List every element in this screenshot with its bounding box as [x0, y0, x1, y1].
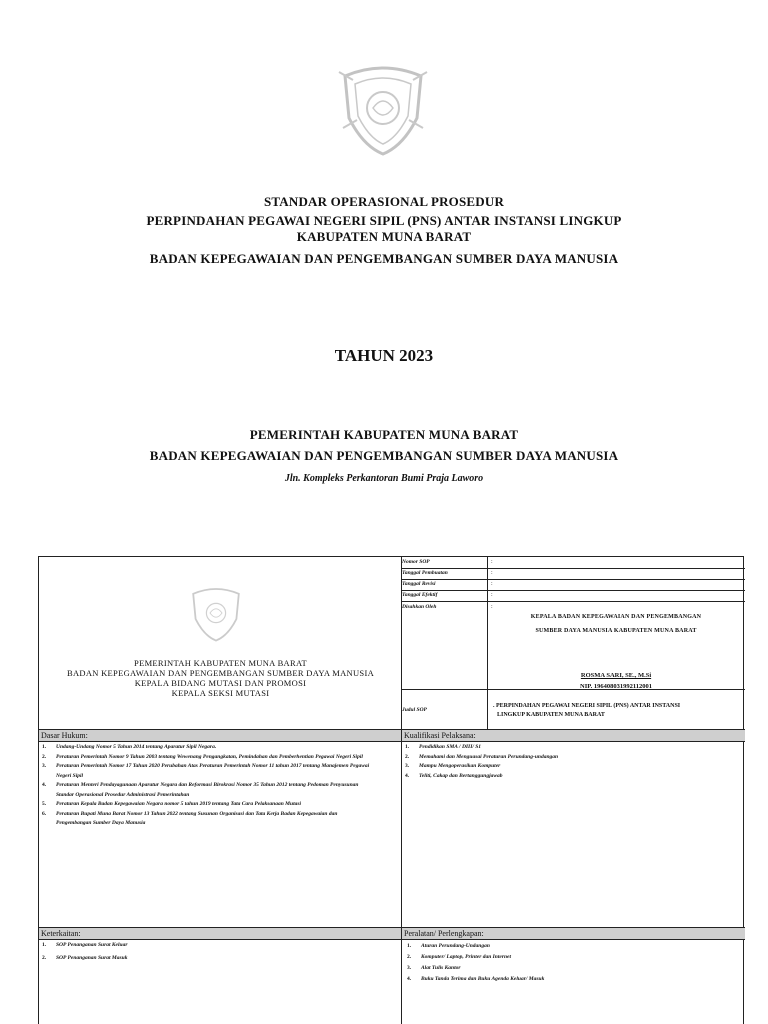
sop-subtitle-line2: KABUPATEN MUNA BARAT	[296, 229, 472, 244]
list-item: 6. Peraturan Bupati Muna Barat Nomor 13 Tahun 2022 tentang Susunan Organisasi dan Tata Kerja Badan Kepegawaian dan Pengembangan Sumber Daya Manusia	[42, 810, 338, 826]
sop-subtitle-line1: PERPINDAHAN PEGAWAI NEGERI SIPIL (PNS) ANTAR INSTANSI LINGKUP	[146, 213, 622, 228]
list-item: 1. Aturan Perundang-Undangan	[407, 943, 490, 949]
meta-judul-label: Judul SOP	[402, 707, 427, 713]
institution-line1: PEMERINTAH KABUPATEN MUNA BARAT	[134, 658, 307, 668]
meta-tanggal-pembuatan-label: Tanggal Pembuatan	[402, 570, 448, 576]
institution-line2: BADAN KEPEGAWAIAN DAN PENGEMBANGAN SUMBER DAYA MANUSIA	[66, 668, 375, 678]
list-item: 1. Pendidikan SMA / DIII/ S1	[405, 744, 482, 750]
dasar-hukum-header: Dasar Hukum:	[39, 730, 401, 741]
office-address: Jln. Kompleks Perkantoran Bumi Praja Laworo	[284, 473, 484, 484]
regency-crest-small-logo	[185, 583, 247, 643]
approver-title-line2: SUMBER DAYA MANUSIA KABUPATEN MUNA BARAT	[535, 628, 697, 634]
list-item: 3. Alat Tulis Kantor	[407, 965, 461, 971]
list-item: 3. Peraturan Pemerintah Nomor 17 Tahun 2020 Perubahan Atas Peraturan Pemerintah Nomor 11 tahun 2017 tentang Manajemen Pegawai Negeri Sipil	[42, 763, 370, 779]
sop-identity-table: PEMERINTAH KABUPATEN MUNA BARAT BADAN KEPEGAWAIAN DAN PENGEMBANGAN SUMBER DAYA MANUSIA KEPALA BIDANG MUTASI DAN PROMOSI KEPALA SEKSI MUTASI Nomor SOP Tanggal Pembuatan Tanggal Revisi Tanggal Efektif Disahkan Oleh Judul SOP : : : : : KEPALA BADAN KEPEGAWAIAN DAN PENGEMBANGAN SUMBER DAYA MANUSIA KABUPATEN MUNA BARAT ROSMA SARI, SE., M.Si NIP. 196408031992112001 . PERPINDAHAN PEGAWAI NEGERI SIPIL (PNS) ANTAR INSTANSI LINGKUP KABUPATEN MUNA BARAT Dasar Hukum: Kualifikasi Pelaksana: 1. Undang-Undang Nomor 5 Tahun 2014 tentang Aparatur Sipil Negara. 2. Peraturan Pemerintah Nomor 9 Tahun 2003 tentang Wewenang Pengangkatan, Pemindahan dan Pemberhentian Pegawai Negeri Sipil 3. Peraturan Pemerintah Nomor 17 Tahun 2020 Perubahan Atas Peraturan Pemerintah Nomor 11 tahun 2017 tentang Manajemen Pegawai Negeri Sipil 4. Peraturan Menteri Pendayagunaan Aparatur Negara dan Reformasi Birokrasi Nomor 35 Tahun 2012 tentang Pedoman Penyusunan Standar Operasional Prosedur Administrasi Pemerintahan 5. Peraturan Kepala Badan Kepegawaian Negara nomor 5 tahun 2019 tentang Tata Cara Pelaksanaan Mutasi 6. Peraturan Bupati Muna Barat Nomor 13 Tahun 2022 tentang Susunan Organisasi dan Tata Kerja Badan Kepegawaian dan Pengembangan Sumber Daya Manusia 1. Pendidikan SMA / DIII/ S1 2. Memahami dan Menguasai Peraturan Perundang-undangan 3. Mampu Mengoperasikan Komputer 4. Teliti, Cakap dan Bertanggungjawab Keterkaitan: Peralatan/ Perlengkapan: 1. SOP Penanganan Surat Keluar 2. SOP Penanganan Surat Masuk 1. Aturan Perundang-Undangan 2. Komputer/ Laptop, Printer dan Internet 3. Alat Tulis Kantor 4. Buku Tanda Terima dan Buku Agenda Keluar/ Masuk	[38, 556, 744, 1024]
judul-sop-value-line2: LINGKUP KABUPATEN MUNA BARAT	[497, 712, 605, 718]
meta-nomor-sop-label: Nomor SOP	[402, 559, 430, 565]
agency-name-2: BADAN KEPEGAWAIAN DAN PENGEMBANGAN SUMBER DAYA MANUSIA	[149, 448, 619, 463]
sop-title: STANDAR OPERASIONAL PROSEDUR	[263, 194, 505, 209]
government-name: PEMERINTAH KABUPATEN MUNA BARAT	[249, 427, 519, 442]
agency-name: BADAN KEPEGAWAIAN DAN PENGEMBANGAN SUMBER DAYA MANUSIA	[149, 251, 619, 266]
list-item: 2. SOP Penanganan Surat Masuk	[42, 954, 128, 961]
list-item: 2. Memahami dan Menguasai Peraturan Perundang-undangan	[405, 753, 559, 760]
regency-crest-logo	[333, 58, 433, 158]
judul-sop-value-line1: . PERPINDAHAN PEGAWAI NEGERI SIPIL (PNS) ANTAR INSTANSI	[493, 703, 681, 709]
list-item: 5. Peraturan Kepala Badan Kepegawaian Negara nomor 5 tahun 2019 tentang Tata Cara Pelaksanaan Mutasi	[42, 801, 302, 807]
approver-name: ROSMA SARI, SE., M.Si	[580, 672, 652, 679]
list-item: 4. Peraturan Menteri Pendayagunaan Aparatur Negara dan Reformasi Birokrasi Nomor 35 Tahun 2012 tentang Pedoman Penyusunan Standar Operasional Prosedur Administrasi Pemerintahan	[42, 782, 359, 798]
kualifikasi-list	[405, 743, 735, 781]
meta-tanggal-revisi-label: Tanggal Revisi	[402, 581, 436, 587]
meta-tanggal-efektif-label: Tanggal Efektif	[402, 592, 438, 598]
list-item: 4. Teliti, Cakap dan Bertanggungjawab	[405, 772, 503, 779]
year-heading: TAHUN 2023	[334, 346, 434, 365]
meta-divider	[487, 557, 488, 729]
keterkaitan-list	[42, 941, 372, 963]
list-item: 1. SOP Penanganan Surat Keluar	[42, 942, 128, 948]
institution-line3: KEPALA BIDANG MUTASI DAN PROMOSI	[134, 678, 307, 688]
meta-disahkan-label: Disahkan Oleh	[402, 604, 437, 610]
institution-line4: KEPALA SEKSI MUTASI	[171, 688, 270, 698]
list-item: 2. Peraturan Pemerintah Nomor 9 Tahun 2003 tentang Wewenang Pengangkatan, Pemindahan dan Pemberhentian Pegawai Negeri Sipil	[42, 753, 363, 760]
peralatan-header: Peralatan/ Perlengkapan:	[402, 928, 745, 939]
approver-nip: NIP. 196408031992112001	[580, 683, 652, 690]
peralatan-list	[407, 941, 737, 985]
keterkaitan-header: Keterkaitan:	[39, 928, 401, 939]
table-divider	[401, 557, 402, 1024]
dasar-hukum-list	[42, 743, 372, 829]
list-item: 3. Mampu Mengoperasikan Komputer	[405, 763, 501, 769]
list-item: 1. Undang-Undang Nomor 5 Tahun 2014 tentang Aparatur Sipil Negara.	[42, 744, 217, 750]
approver-title-line1: KEPALA BADAN KEPEGAWAIAN DAN PENGEMBANGAN	[530, 614, 702, 620]
list-item: 2. Komputer/ Laptop, Printer dan Internet	[407, 954, 511, 960]
kualifikasi-header: Kualifikasi Pelaksana:	[402, 730, 745, 741]
list-item: 4. Buku Tanda Terima dan Buku Agenda Keluar/ Masuk	[407, 976, 545, 982]
